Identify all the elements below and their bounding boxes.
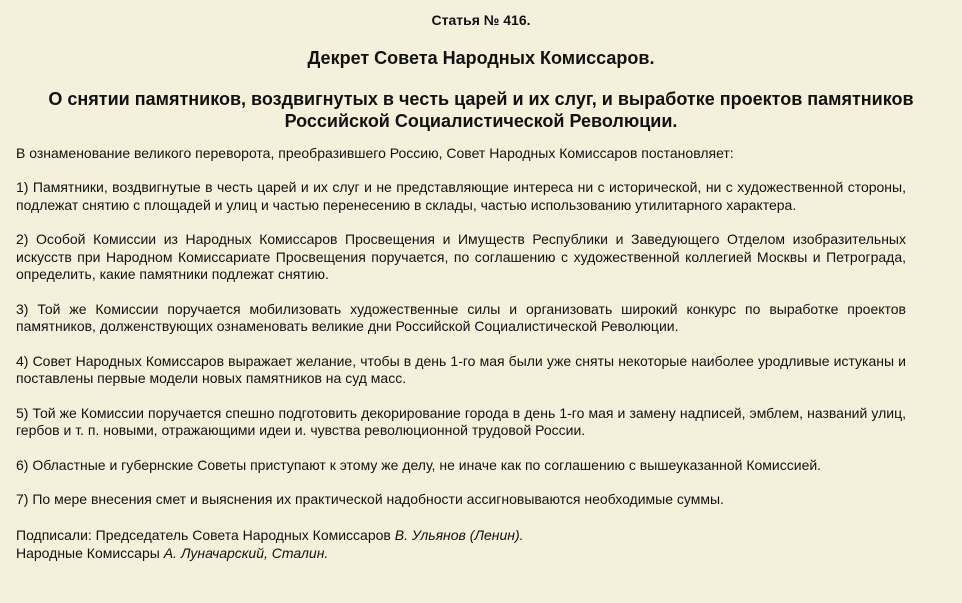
- decree-clause-6: 6) Областные и губернские Советы приступают к этому же делу, не иначе как по соглашению с вышеуказанной Комиссией.: [16, 456, 822, 473]
- decree-subtitle: О снятии памятников, воздвигнутых в честь царей и их слуг, и выработке проектов памятников Российской Социалистической Революции.: [48, 89, 914, 131]
- decree-clause-5: 5) Той же Комиссии поручается спешно подготовить декорирование города в день 1-го мая и замену надписей, эмблем, названий улиц, гербов и т. п. новыми, отражающими идеи и. чувства революционной трудовой России.: [16, 404, 906, 438]
- decree-clause-1: 1) Памятники, воздвигнутые в честь царей и их слуг и не представляющие интереса ни с исторической, ни с художественной стороны, подлежат снятию с площадей и улиц и частью перенесению в склады, частью использованию утилитарного характера.: [16, 179, 906, 213]
- signature-line-1-prefix: Подписали: Председатель Совета Народных Комиссаров: [16, 526, 395, 543]
- decree-clause-3: 3) Той же Комиссии поручается мобилизовать художественные силы и организовать широкий конкурс по выработке проектов памятников, долженствующих ознаменовать великие дни Российской Социалистической Революции.: [16, 300, 906, 334]
- article-number: Статья № 416.: [431, 12, 531, 28]
- signature-lenin: В. Ульянов (Ленин).: [394, 526, 524, 543]
- signature-commissars: А. Луначарский, Сталин.: [163, 544, 329, 561]
- decree-clause-7: 7) По мере внесения смет и выяснения их практической надобности ассигновываются необходимые суммы.: [16, 491, 724, 507]
- signature-line-2-prefix: Народные Комиссары: [16, 544, 164, 561]
- decree-title: Декрет Совета Народных Комиссаров.: [307, 48, 655, 68]
- decree-clause-2: 2) Особой Комиссии из Народных Комиссаров Просвещения и Имуществ Республики и Заведующего Отделом изобразительных искусств при Народном Комиссариате Просвещения поручается, по соглашению с художественной коллегией Москвы и Петрограда, определить, какие памятники подлежат снятию.: [16, 231, 906, 282]
- signatures-block: [16, 526, 946, 562]
- decree-preamble: В ознаменование великого переворота, преобразившего Россию, Совет Народных Комиссаров постановляет:: [16, 145, 734, 161]
- decree-clause-4: 4) Совет Народных Комиссаров выражает желание, чтобы в день 1-го мая были уже сняты некоторые наиболее уродливые истуканы и поставлены первые модели новых памятников на суд масс.: [16, 352, 906, 386]
